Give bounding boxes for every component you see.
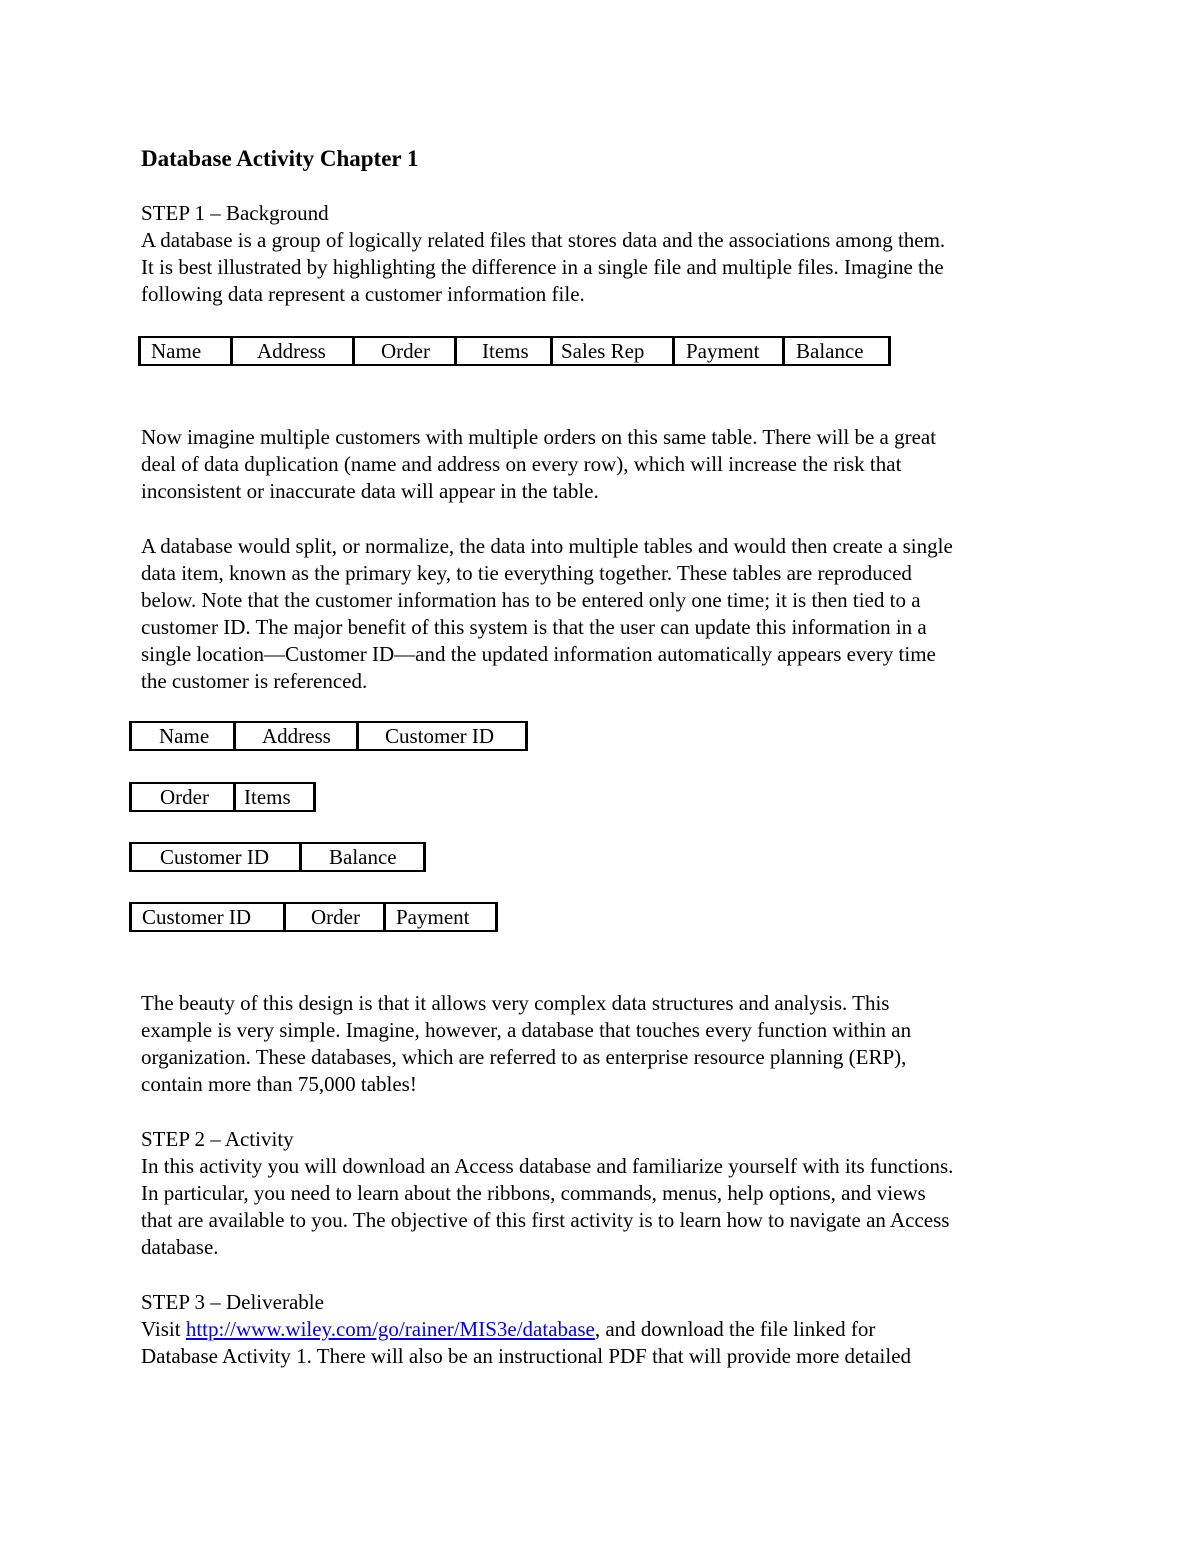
- paragraph-line: the customer is referenced.: [141, 669, 368, 693]
- order-table: [129, 782, 316, 812]
- paragraph-normalize: [141, 533, 1081, 695]
- paragraph-line: following data represent a customer information file.: [141, 282, 585, 306]
- field-address: Address: [236, 723, 359, 749]
- field-name: Name: [132, 723, 236, 749]
- paragraph-line: below. Note that the customer information has to be entered only one time; it is then tied to a: [141, 588, 921, 612]
- visit-suffix: , and download the file linked for: [594, 1317, 876, 1341]
- field-order: Order: [132, 784, 236, 810]
- field-order: Order: [355, 338, 457, 364]
- paragraph-line: In this activity you will download an Access database and familiarize yourself with its functions.: [141, 1154, 954, 1178]
- step3-heading: STEP 3 – Deliverable: [141, 1290, 324, 1314]
- paragraph-line: Now imagine multiple customers with multiple orders on this same table. There will be a great: [141, 425, 937, 449]
- customer-table: [129, 721, 528, 751]
- step2-section: [141, 1126, 1081, 1261]
- field-customer-id: Customer ID: [132, 844, 302, 870]
- step1-heading: STEP 1 – Background: [141, 201, 329, 225]
- payment-table: [129, 902, 498, 932]
- field-items: Items: [457, 338, 553, 364]
- document-title: Database Activity Chapter 1: [141, 146, 419, 171]
- step1-section: [141, 200, 1081, 308]
- field-payment: Payment: [675, 338, 785, 364]
- paragraph-line: Database Activity 1. There will also be an instructional PDF that will provide more detailed: [141, 1344, 912, 1368]
- field-balance: Balance: [796, 339, 864, 363]
- paragraph-duplication: [141, 424, 1081, 505]
- field-name: Name: [141, 338, 233, 364]
- field-customer-id: Customer ID: [385, 724, 495, 748]
- paragraph-line: inconsistent or inaccurate data will appear in the table.: [141, 479, 599, 503]
- visit-line: [141, 1316, 1081, 1343]
- paragraph-line: A database would split, or normalize, the data into multiple tables and would then create a single: [141, 534, 953, 558]
- paragraph-line: database.: [141, 1235, 219, 1259]
- paragraph-line: The beauty of this design is that it allows very complex data structures and analysis. This: [141, 991, 890, 1015]
- customer-file-table: [138, 336, 891, 366]
- balance-table: [129, 842, 426, 872]
- visit-prefix: Visit: [141, 1317, 186, 1341]
- paragraph-line: customer ID. The major benefit of this system is that the user can update this information in a: [141, 615, 927, 639]
- field-payment: Payment: [396, 905, 470, 929]
- step2-heading: STEP 2 – Activity: [141, 1127, 294, 1151]
- paragraph-line: contain more than 75,000 tables!: [141, 1072, 417, 1096]
- paragraph-erp: [141, 990, 1081, 1098]
- field-customer-id: Customer ID: [132, 904, 286, 930]
- paragraph-line: In particular, you need to learn about the ribbons, commands, menus, help options, and views: [141, 1181, 926, 1205]
- field-address: Address: [233, 338, 355, 364]
- step3-section: [141, 1289, 1081, 1370]
- paragraph-line: It is best illustrated by highlighting the difference in a single file and multiple files. Imagine the: [141, 255, 944, 279]
- paragraph-line: data item, known as the primary key, to tie everything together. These tables are reproduced: [141, 561, 912, 585]
- paragraph-line: deal of data duplication (name and address on every row), which will increase the risk that: [141, 452, 902, 476]
- field-order: Order: [286, 904, 386, 930]
- paragraph-line: A database is a group of logically related files that stores data and the associations among them.: [141, 228, 946, 252]
- database-download-link[interactable]: http://www.wiley.com/go/rainer/MIS3e/database: [185, 1317, 595, 1341]
- paragraph-line: single location—Customer ID—and the updated information automatically appears every time: [141, 642, 936, 666]
- field-balance: Balance: [329, 845, 397, 869]
- paragraph-line: example is very simple. Imagine, however, a database that touches every function within an: [141, 1018, 912, 1042]
- field-sales-rep: Sales Rep: [553, 338, 675, 364]
- field-items: Items: [244, 785, 291, 809]
- paragraph-line: organization. These databases, which are referred to as enterprise resource planning (ERP),: [141, 1045, 907, 1069]
- paragraph-line: that are available to you. The objective of this first activity is to learn how to navigate an Access: [141, 1208, 950, 1232]
